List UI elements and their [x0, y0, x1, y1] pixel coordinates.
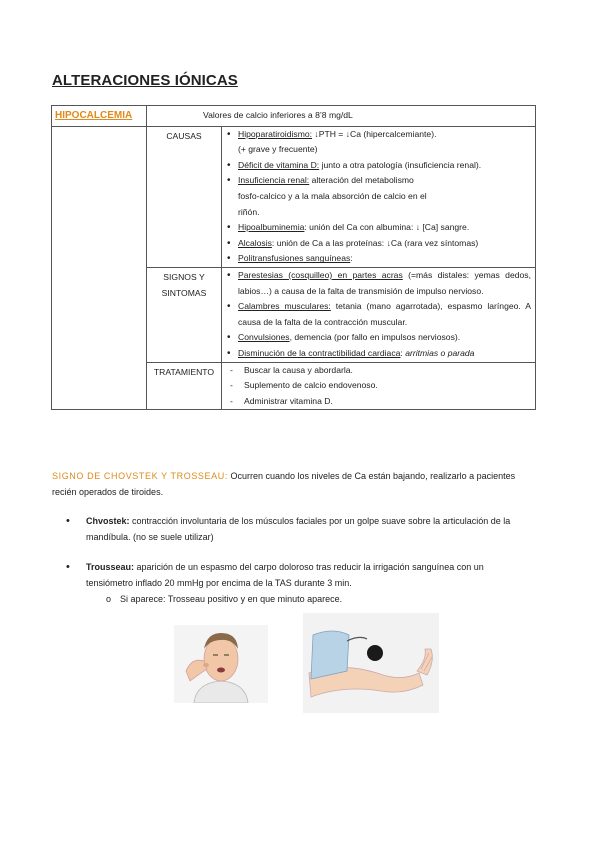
- trousseau-arm-illustration: [303, 613, 439, 713]
- sign-term: Convulsiones: [238, 332, 290, 343]
- circle-bullet-icon: o: [106, 594, 112, 604]
- causas-list-cell: [222, 126, 536, 267]
- trousseau-subitem: [106, 591, 343, 607]
- sign-term: Calambres musculares:: [238, 301, 331, 312]
- list-item: - Buscar la causa y abordarla.: [244, 363, 531, 379]
- cause-term: Hipoparatiroidismo:: [238, 128, 313, 139]
- signos-label-cell: [147, 267, 222, 362]
- signos-list-cell: [222, 267, 536, 362]
- tratamiento-list: [222, 363, 535, 410]
- causas-label: CAUSAS: [166, 130, 202, 141]
- list-item: - Suplemento de calcio endovenoso.: [244, 378, 531, 394]
- list-item: [238, 127, 531, 158]
- sign-desc: :: [400, 347, 406, 358]
- sign-desc: tetania (mano agarrotada), espasmo laríngeo. A causa de la falta de la contracción muscular.: [238, 301, 532, 327]
- signos-label-1: SIGNOS Y: [163, 271, 205, 282]
- bullet-icon: •: [66, 515, 70, 527]
- chvostek-label: Chvostek:: [86, 516, 130, 526]
- cause-term: Alcalosis: [238, 237, 272, 248]
- signo-text: Ocurren cuando los niveles de Ca están bajando, realizarlo a pacientes recién operados de tiroides.: [52, 471, 516, 497]
- signo-paragraph: [52, 468, 542, 500]
- list-item: [238, 220, 531, 236]
- sign-term: Parestesias (cosquilleo) en partes acras: [238, 269, 403, 280]
- trousseau-label: Trousseau:: [86, 562, 135, 572]
- list-item: [238, 268, 531, 299]
- list-item: [238, 251, 531, 267]
- cause-extra: (+ grave y frecuente): [238, 144, 318, 155]
- blank-cell: [52, 126, 147, 410]
- sign-italic: arritmias o parada: [405, 347, 475, 358]
- cause-desc: ↓PTH = ↓Ca (hipercalcemiante).: [312, 128, 437, 139]
- cause-desc: : unión de Ca a las proteínas: ↓Ca (rara vez síntomas): [271, 237, 479, 248]
- sign-desc: (=más distales: yemas dedos, labios…) a causa de la falta de transmisión de impulso nervioso.: [238, 269, 531, 296]
- hipocalcemia-heading: HIPOCALCEMIA: [55, 110, 133, 121]
- chvostek-face-illustration: [174, 625, 268, 703]
- cause-term: Déficit de vitamina D:: [238, 159, 320, 170]
- cause-term: Politransfusiones sanguíneas: [238, 253, 351, 264]
- causas-label-cell: [147, 126, 222, 267]
- calcium-range: Valores de calcio inferiores a 8’8 mg/dL: [203, 110, 353, 120]
- cause-term: Insuficiencia renal:: [238, 175, 310, 186]
- table-heading-cell: [52, 106, 147, 127]
- range-cell: [147, 106, 536, 127]
- page-title: ALTERACIONES IÓNICAS: [52, 72, 238, 89]
- tratamiento-label-cell: [147, 362, 222, 410]
- sign-desc: , demencia (por fallo en impulsos nerviosos).: [289, 332, 461, 343]
- causas-list: [222, 127, 535, 267]
- cause-desc: :: [350, 253, 353, 264]
- list-item: [238, 236, 531, 252]
- bullet-icon: •: [66, 561, 70, 573]
- cause-desc: junto a otra patología (insuficiencia renal).: [319, 159, 482, 170]
- trousseau-item: [66, 559, 526, 591]
- hipocalcemia-table: [51, 105, 536, 410]
- signos-list: [222, 268, 535, 362]
- tratamiento-list-cell: [222, 362, 536, 410]
- cause-desc: alteración del metabolismo fosfo-calcico y a la mala absorción de calcio en el riñón.: [238, 175, 427, 217]
- tratamiento-label: TRATAMIENTO: [153, 366, 215, 377]
- signo-heading: SIGNO DE CHOVSTEK Y TROSSEAU:: [52, 471, 228, 481]
- list-item: [238, 299, 531, 330]
- list-item: [238, 346, 531, 362]
- chvostek-text: contracción involuntaria de los músculos faciales por un golpe suave sobre la articulación de la mandíbula. (no se suele utilizar): [86, 516, 511, 542]
- cause-term: Hipoalbuminemia: [238, 222, 305, 233]
- trousseau-text: aparición de un espasmo del carpo doloroso tras reducir la irrigación sanguínea con un tensiómetro inflado 20 mmHg por encima de la TAS durante 3 min.: [86, 562, 484, 588]
- signos-label-2: SINTOMAS: [161, 287, 207, 298]
- sign-term: Disminución de la contractibilidad cardiaca: [238, 347, 401, 358]
- list-item: [238, 173, 531, 220]
- list-item: - Administrar vitamina D.: [244, 394, 531, 410]
- list-item: [238, 158, 531, 174]
- cause-desc: : unión del Ca con albumina: ↓ [Ca] sangre.: [304, 222, 470, 233]
- trousseau-sub-text: Si aparece: Trosseau positivo y en que minuto aparece.: [120, 594, 343, 604]
- list-item: [238, 330, 531, 346]
- chvostek-item: [66, 513, 516, 545]
